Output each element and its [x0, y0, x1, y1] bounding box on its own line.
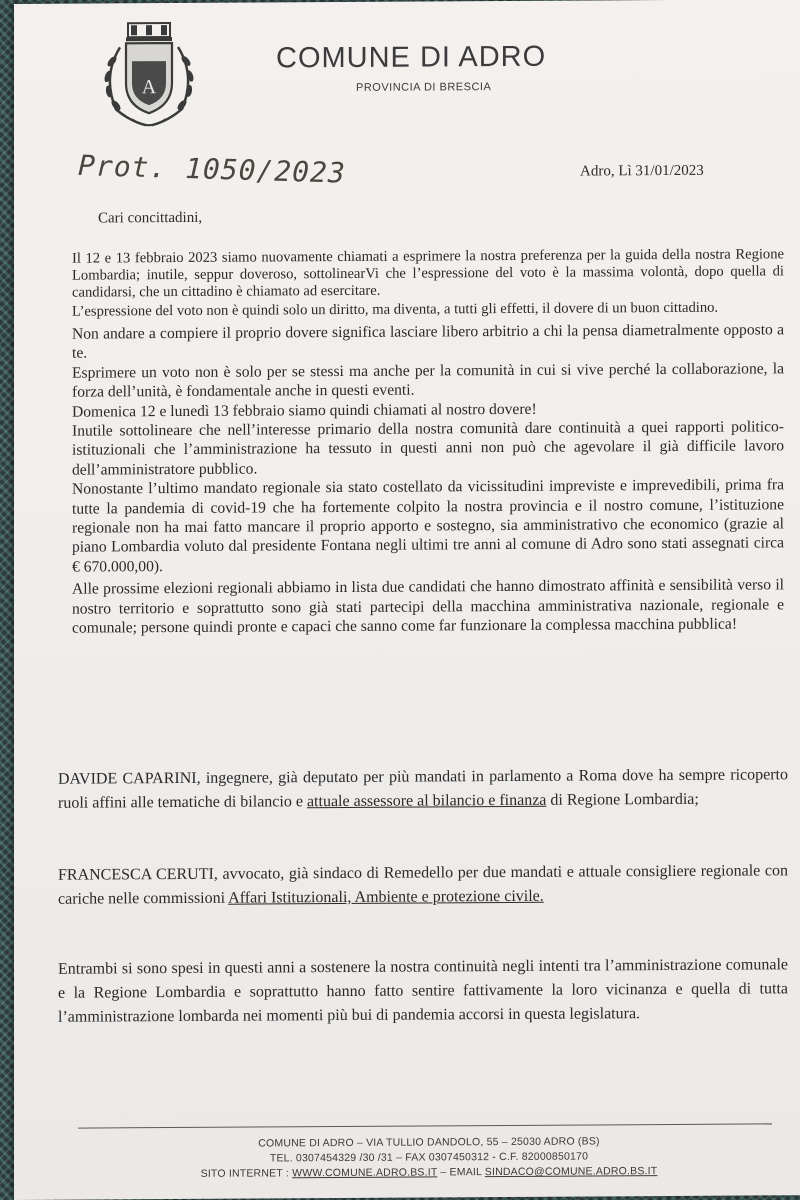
letter-date: Adro, Lì 31/01/2023 [580, 162, 704, 180]
paragraph: Il 12 e 13 febbraio 2023 siamo nuovamente chiamati a esprimere la nostra preferenza per la guida della nostra Regione Lombardia; inutile, seppur doveroso, sottolinearVi che l’espressione del voto è la massima volontà, dopo quella di candidarsi, che un cittadino è chiamato ad esercitare. [72, 246, 784, 301]
candidate-name: FRANCESCA CERUTI [58, 865, 214, 884]
paragraph: L’espressione del voto non è quindi solo un diritto, ma diventa, a tutti gli effetti, il dovere di un buon cittadino. [72, 299, 719, 320]
candidate-underlined-commissions: Affari Istituzionali, Ambiente e protezione civile. [228, 887, 544, 907]
footer-address: COMUNE DI ADRO – VIA TULLIO DANDOLO, 55 – 25030 ADRO (BS) [258, 1135, 600, 1150]
paragraph: Inutile sottolineare che nell’interesse primario della nostra comunità dare continuità a quei rapporti politico-istituzionali che l’amministrazione ha tessuto in questi anni non può che agevolare il già difficile lavoro dell’amministratore pubblico. [72, 418, 784, 479]
province-subtitle: PROVINCIA DI BRESCIA [356, 81, 492, 94]
candidate-paragraph-caparini [58, 763, 788, 815]
municipality-title: COMUNE DI ADRO [276, 40, 547, 75]
handwritten-protocol-number: Prot. 1050/2023 [77, 148, 347, 190]
paragraph: Esprimere un voto non è solo per se stessi ma anche per la comunità in cui si vive perché la collaborazione, la forza dell’unità, è fondamentale anche in questi eventi. [72, 360, 784, 401]
salutation: Cari concittadini, [98, 209, 203, 227]
email-link[interactable]: SINDACO@COMUNE.ADRO.BS.IT [484, 1165, 658, 1179]
letterhead-footer [194, 1134, 664, 1182]
letter-body [72, 246, 784, 638]
candidate-description: , ingegnere, già deputato per più mandati in parlamento a Roma dove ha sempre ricoperto ruoli affini alle tematiche di bilancio e [58, 766, 788, 812]
footer-contacts: SITO INTERNET : WWW.COMUNE.ADRO.BS.IT – EMAIL SINDACO@COMUNE.ADRO.BS.IT [200, 1165, 658, 1180]
footer-phone: TEL. 0307454329 /30 /31 – FAX 0307450312 - C.F. 82000850170 [269, 1150, 589, 1165]
footer-divider [78, 1123, 772, 1128]
paragraph: Non andare a compiere il proprio dovere significa lasciare libero arbitrio a chi la pensa diametralmente opposto a te. [72, 321, 784, 363]
paragraph: Domenica 12 e lunedì 13 febbraio siamo quindi chiamati al nostro dovere! [72, 400, 537, 421]
letter-sheet [14, 0, 800, 1200]
closing-paragraph: Entrambi si sono spesi in questi anni a sostenere la nostra continuità negli intenti tra l’amministrazione comunale e la Regione Lombardia e soprattutto hanno fatto sentire fattivamente la loro vicinanza e quella di tutta l’amministrazione lombarda nei momenti più bui di pandemia accorsi in questa legislatura. [58, 956, 788, 1026]
website-link[interactable]: WWW.COMUNE.ADRO.BS.IT [292, 1166, 438, 1180]
paragraph: Alle prossime elezioni regionali abbiamo in lista due candidati che hanno dimostrato affinità e sensibilità verso il nostro territorio e soprattutto sono già stati partecipi della macchina amministrativa nazionale, regionale e comunale; persone quindi pronte e capaci che sanno come far funzionare la complessa macchina pubblica! [72, 576, 784, 637]
municipal-crest-icon [96, 21, 202, 132]
crest-letter: A [141, 76, 157, 99]
candidate-underlined-role: attuale assessore al bilancio e finanza [306, 791, 547, 811]
candidate-description: , avvocato, già sindaco di Remedello per due mandati e attuale consigliere regionale con cariche nelle commissioni [58, 862, 789, 908]
paragraph: Nonostante l’ultimo mandato regionale sia stato costellato da vicissitudini impreviste e imprevedibili, prima fra tutte la pandemia di covid-19 che ha fortemente colpito la nostra provincia e il nostro comune, l’istituzione regionale non ha mai fatto mancare il proprio apporto e sostegno, sia amministrativo che economico (grazie al piano Lombardia voluto dal presidente Fontana negli ultimi tre anni al comune di Adro sono stati assegnati circa € 670.000,00). [72, 476, 784, 576]
candidate-name: DAVIDE CAPARINI [58, 769, 197, 788]
candidate-paragraph-ceruti [58, 859, 788, 911]
candidate-description-end: di Regione Lombardia; [546, 790, 699, 809]
